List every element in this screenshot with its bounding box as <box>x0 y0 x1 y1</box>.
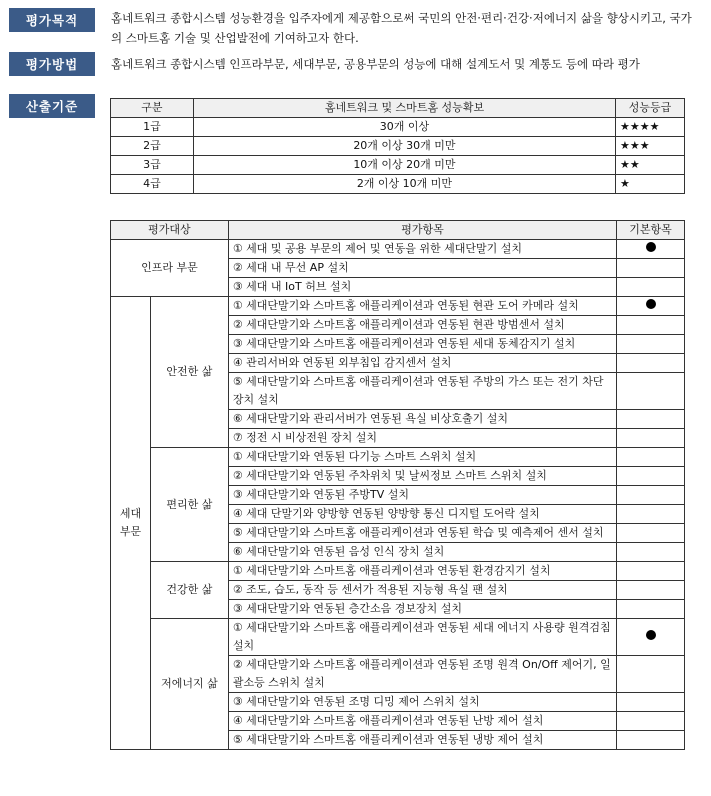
section-label-purpose: 평가목적 <box>9 8 95 32</box>
eval-item-text: ① 세대 및 공용 부문의 제어 및 연동을 위한 세대단말기 설치 <box>228 240 616 259</box>
grade-stars: ★★ <box>616 156 685 175</box>
eval-row <box>111 619 685 656</box>
basic-item-cell <box>617 693 685 712</box>
eval-row <box>111 240 685 259</box>
grade-table <box>110 98 685 194</box>
basic-item-dot-icon <box>646 242 656 252</box>
basic-item-cell <box>617 316 685 335</box>
eval-item-text: ① 세대단말기와 스마트홈 애플리케이션과 연동된 환경감지기 설치 <box>228 562 616 581</box>
evaluation-table <box>110 220 685 750</box>
grade-criteria: 10개 이상 20개 미만 <box>193 156 615 175</box>
eval-item-text: ⑥ 세대단말기와 연동된 음성 인식 장치 설치 <box>228 543 616 562</box>
basic-item-cell <box>617 619 685 656</box>
grade-level: 4급 <box>111 175 194 194</box>
grade-criteria: 20개 이상 30개 미만 <box>193 137 615 156</box>
eval-item-text: ④ 세대단말기와 스마트홈 애플리케이션과 연동된 난방 제어 설치 <box>228 712 616 731</box>
eval-row <box>111 297 685 316</box>
grade-stars: ★★★ <box>616 137 685 156</box>
section-text-method: 홈네트워크 종합시스템 인프라부문, 세대부문, 공용부문의 성능에 대해 설계도서 및 계통도 등에 따라 평가 <box>111 57 640 71</box>
grade-level: 1급 <box>111 118 194 137</box>
infra-category: 인프라 부문 <box>111 240 229 297</box>
eval-row <box>111 562 685 581</box>
basic-item-cell <box>617 486 685 505</box>
eval-header-items: 평가항목 <box>228 221 616 240</box>
basic-item-dot-icon <box>646 299 656 309</box>
eval-item-text: ③ 세대단말기와 연동된 층간소음 경보장치 설치 <box>228 600 616 619</box>
basic-item-cell <box>617 240 685 259</box>
eval-row <box>111 448 685 467</box>
grade-row <box>111 175 685 194</box>
grade-criteria: 30개 이상 <box>193 118 615 137</box>
eval-item-text: ② 조도, 습도, 동작 등 센서가 적용된 지능형 욕실 팬 설치 <box>228 581 616 600</box>
eval-header-basic: 기본항목 <box>617 221 685 240</box>
basic-item-cell <box>617 467 685 486</box>
eval-item-text: ② 세대단말기와 연동된 주차위치 및 날씨정보 스마트 스위치 설치 <box>228 467 616 486</box>
eval-item-text: ④ 세대 단말기와 양방향 연동된 양방향 통신 디지털 도어락 설치 <box>228 505 616 524</box>
eval-item-text: ③ 세대단말기와 연동된 주방TV 설치 <box>228 486 616 505</box>
grade-criteria: 2개 이상 10개 미만 <box>193 175 615 194</box>
basic-item-cell <box>617 581 685 600</box>
section-label-method: 평가방법 <box>9 52 95 76</box>
grade-stars: ★★★★ <box>616 118 685 137</box>
section-label-criteria: 산출기준 <box>9 94 95 118</box>
eval-item-text: ① 세대단말기와 스마트홈 애플리케이션과 연동된 세대 에너지 사용량 원격검침 설치 <box>228 619 616 656</box>
basic-item-cell <box>617 354 685 373</box>
basic-item-cell <box>617 543 685 562</box>
grade-level: 2급 <box>111 137 194 156</box>
basic-item-cell <box>617 448 685 467</box>
eval-item-text: ② 세대단말기와 스마트홈 애플리케이션과 연동된 조명 원격 On/Off 제어기, 일괄소등 스위치 설치 <box>228 656 616 693</box>
eval-item-text: ④ 관리서버와 연동된 외부침입 감지센서 설치 <box>228 354 616 373</box>
basic-item-cell <box>617 259 685 278</box>
basic-item-dot-icon <box>646 630 656 640</box>
grade-row <box>111 137 685 156</box>
grade-level: 3급 <box>111 156 194 175</box>
grade-header-division: 구분 <box>111 99 194 118</box>
grade-header-grade: 성능등급 <box>616 99 685 118</box>
basic-item-cell <box>617 335 685 354</box>
basic-item-cell <box>617 278 685 297</box>
basic-item-cell <box>617 410 685 429</box>
eval-item-text: ② 세대단말기와 스마트홈 애플리케이션과 연동된 현관 방범센서 설치 <box>228 316 616 335</box>
basic-item-cell <box>617 429 685 448</box>
eval-item-text: ① 세대단말기와 연동된 다기능 스마트 스위치 설치 <box>228 448 616 467</box>
eval-item-text: ③ 세대단말기와 연동된 조명 디밍 제어 스위치 설치 <box>228 693 616 712</box>
grade-row <box>111 156 685 175</box>
eval-item-text: ⑥ 세대단말기와 관리서버가 연동된 욕실 비상호출기 설치 <box>228 410 616 429</box>
eval-item-text: ② 세대 내 무선 AP 설치 <box>228 259 616 278</box>
eval-item-text: ⑤ 세대단말기와 스마트홈 애플리케이션과 연동된 학습 및 예측제어 센서 설치 <box>228 524 616 543</box>
basic-item-cell <box>617 524 685 543</box>
eval-item-text: ⑤ 세대단말기와 스마트홈 애플리케이션과 연동된 냉방 제어 설치 <box>228 731 616 750</box>
eval-header-target: 평가대상 <box>111 221 229 240</box>
grade-row <box>111 118 685 137</box>
basic-item-cell <box>617 505 685 524</box>
basic-item-cell <box>617 656 685 693</box>
basic-item-cell <box>617 600 685 619</box>
eval-item-text: ③ 세대단말기와 스마트홈 애플리케이션과 연동된 세대 동체감지기 설치 <box>228 335 616 354</box>
grade-header-performance: 홈네트워크 및 스마트홈 성능확보 <box>193 99 615 118</box>
household-subcategory: 저에너지 삶 <box>150 619 228 750</box>
section-text-purpose: 홈네트워크 종합시스템 성능환경을 입주자에게 제공함으로써 국민의 안전·편리·건강·저에너지 삶을 향상시키고, 국가의 스마트홈 기술 및 산업발전에 기여하고자 한다. <box>111 11 692 45</box>
household-subcategory: 안전한 삶 <box>150 297 228 448</box>
eval-table-header <box>111 221 685 240</box>
basic-item-cell <box>617 562 685 581</box>
eval-item-text: ① 세대단말기와 스마트홈 애플리케이션과 연동된 현관 도어 카메라 설치 <box>228 297 616 316</box>
basic-item-cell <box>617 731 685 750</box>
basic-item-cell <box>617 373 685 410</box>
basic-item-cell <box>617 712 685 731</box>
grade-table-header <box>111 99 685 118</box>
grade-stars: ★ <box>616 175 685 194</box>
eval-item-text: ⑦ 정전 시 비상전원 장치 설치 <box>228 429 616 448</box>
household-subcategory: 건강한 삶 <box>150 562 228 619</box>
household-subcategory: 편리한 삶 <box>150 448 228 562</box>
eval-item-text: ③ 세대 내 IoT 허브 설치 <box>228 278 616 297</box>
household-category: 세대 부문 <box>111 297 151 750</box>
basic-item-cell <box>617 297 685 316</box>
eval-item-text: ⑤ 세대단말기와 스마트홈 애플리케이션과 연동된 주방의 가스 또는 전기 차단 장치 설치 <box>228 373 616 410</box>
